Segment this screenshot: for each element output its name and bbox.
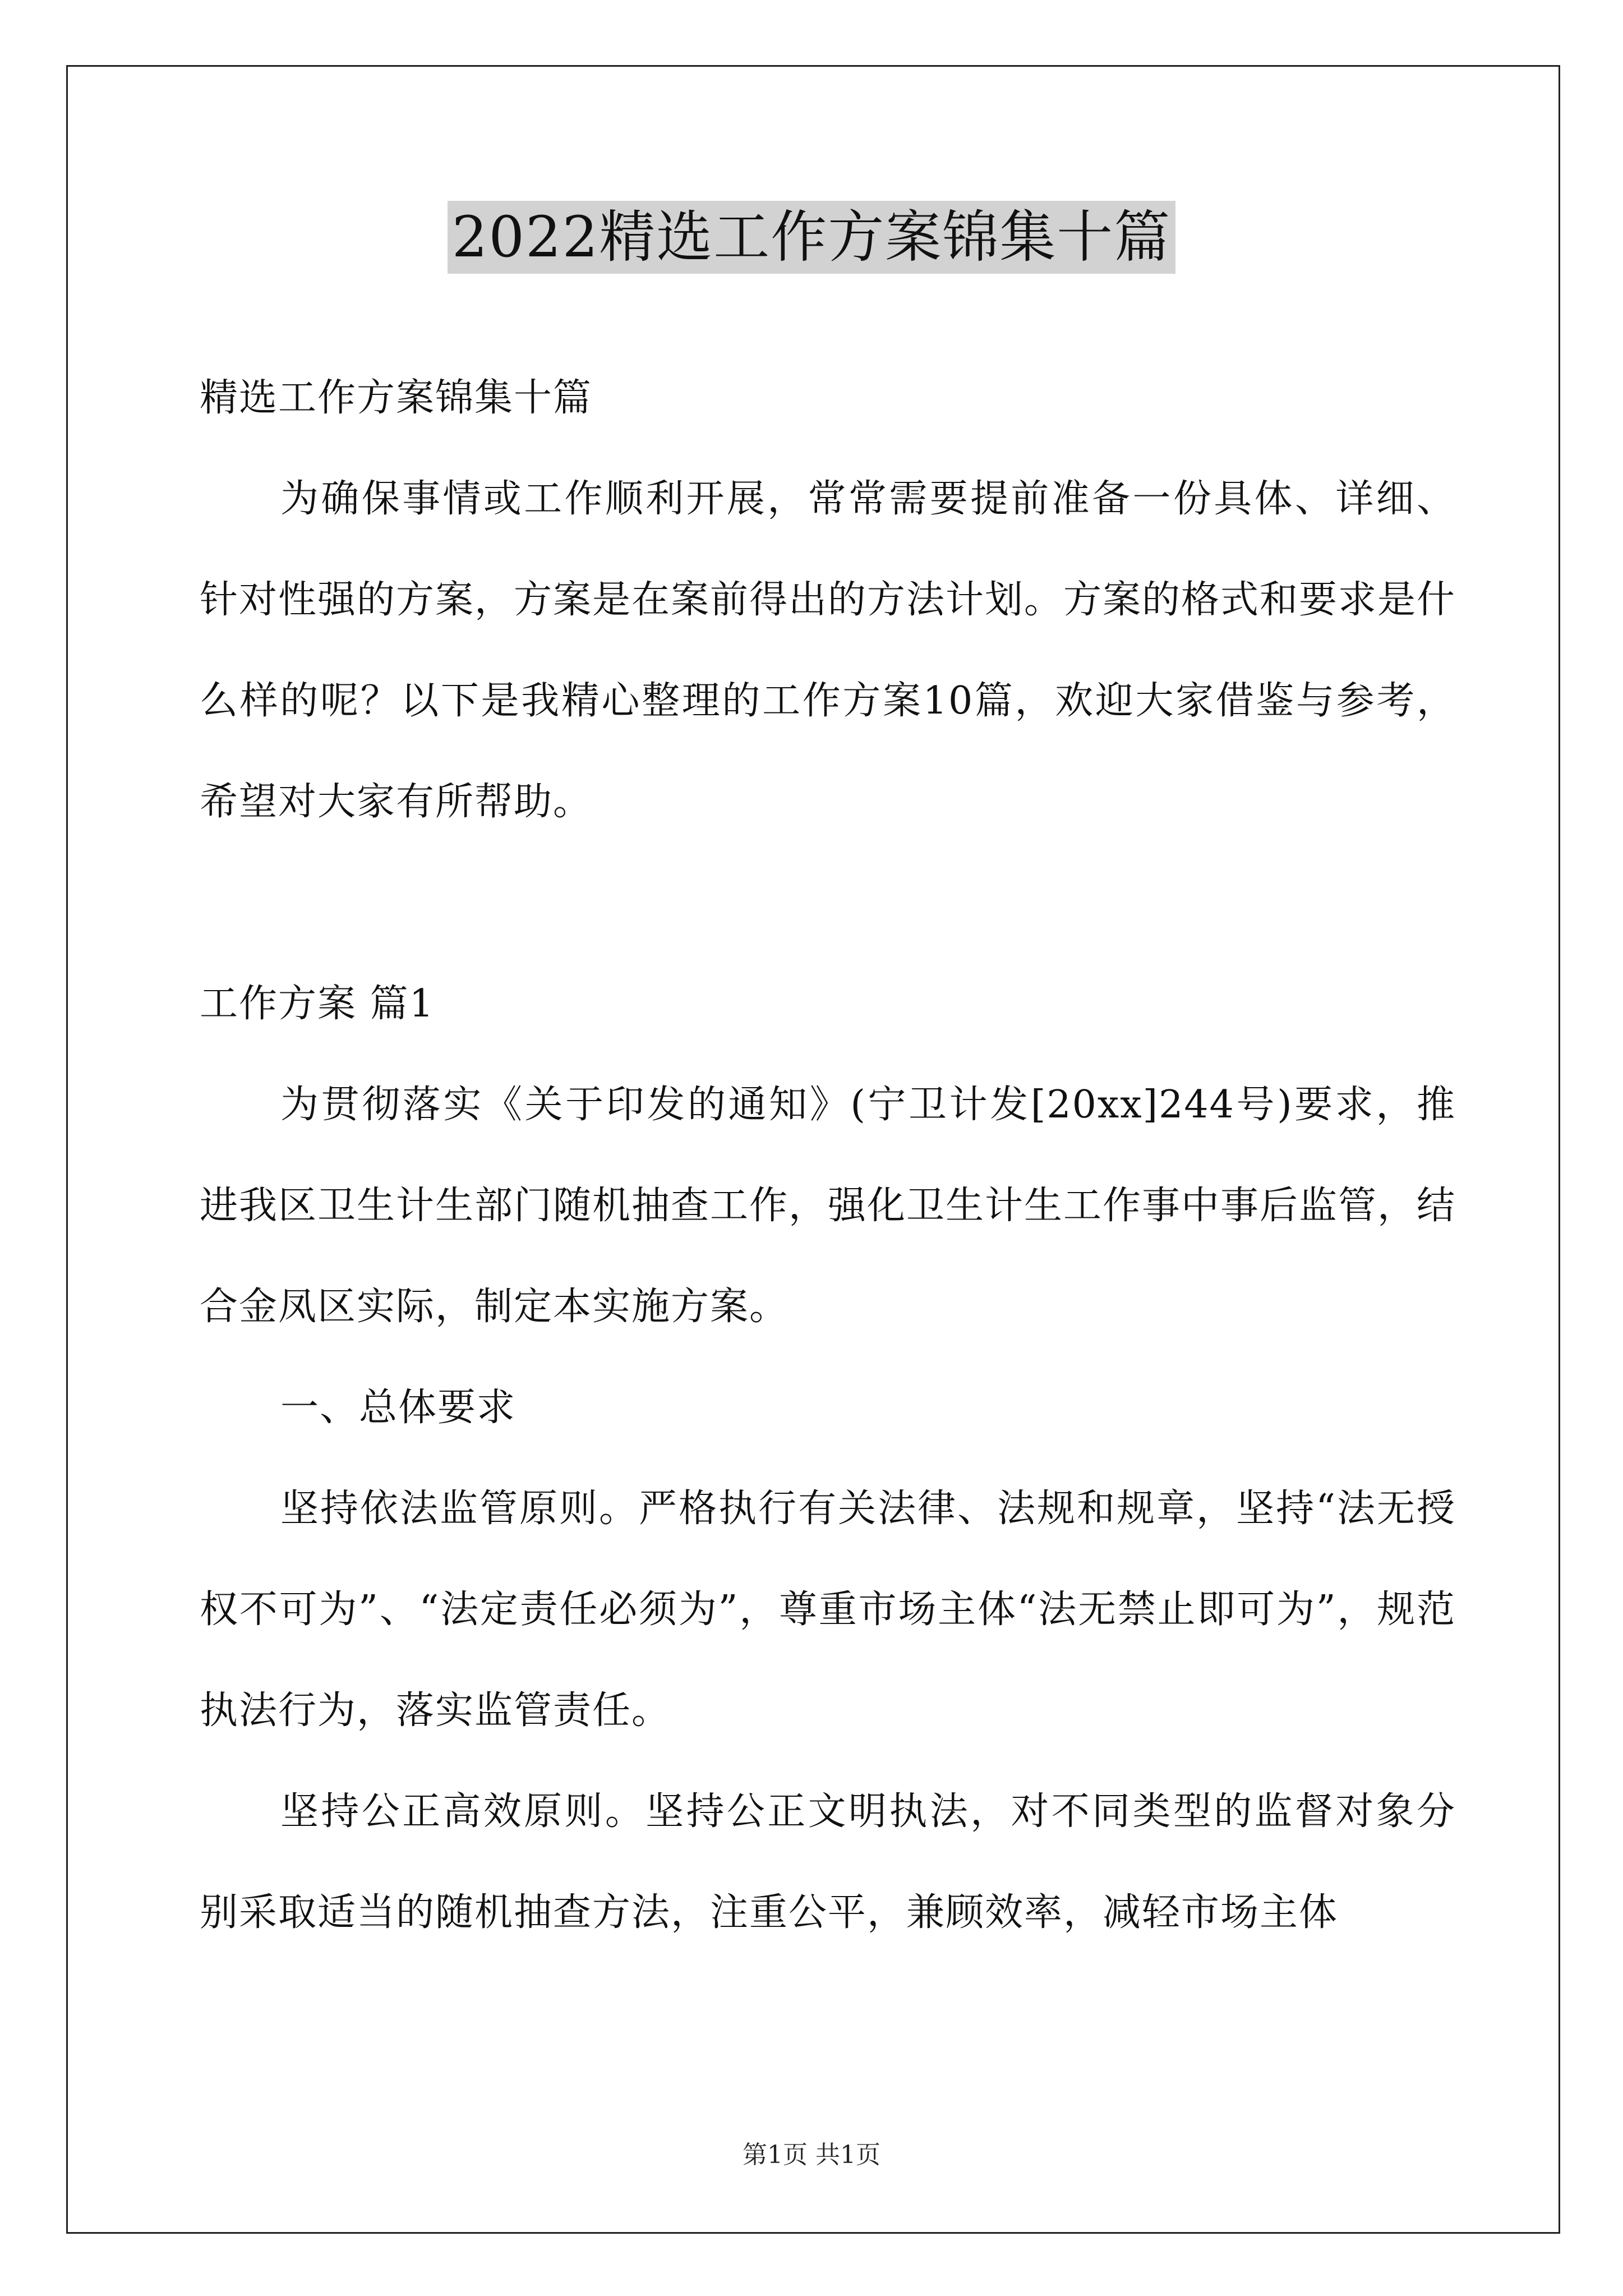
subheading-general-requirements: 一、总体要求 xyxy=(280,1386,517,1430)
body-paragraph-3: 坚持公正高效原则。坚持公正文明执法，对不同类型的监督对象分别采取适当的随机抽查方法，注重公平，兼顾效率，减轻市场主体 xyxy=(200,1789,1456,1935)
section-heading: 工作方案 篇1 xyxy=(200,982,435,1026)
document-title: 2022精选工作方案锦集十篇 xyxy=(448,201,1176,274)
paragraph-spacer xyxy=(200,853,1456,954)
body-paragraph-2: 坚持依法监管原则。严格执行有关法律、法规和规章，坚持“法无授权不可为”、“法定责任必须为”，尊重市场主体“法无禁止即可为”，规范执法行为，落实监管责任。 xyxy=(200,1487,1456,1733)
intro-paragraph: 为确保事情或工作顺利开展，常常需要提前准备一份具体、详细、针对性强的方案，方案是在案前得出的方法计划。方案的格式和要求是什么样的呢？以下是我精心整理的工作方案10篇，欢迎大家借鉴与参考，希望对大家有所帮助。 xyxy=(200,477,1456,824)
document-subtitle: 精选工作方案锦集十篇 xyxy=(200,376,593,420)
title-container xyxy=(0,201,1623,274)
document-body xyxy=(200,348,1456,1963)
body-paragraph-1: 为贯彻落实《关于印发的通知》(宁卫计发[20xx]244号)要求，推进我区卫生计生部门随机抽查工作，强化卫生计生工作事中事后监管，结合金凤区实际，制定本实施方案。 xyxy=(200,1083,1456,1329)
page-footer: 第1页 共1页 xyxy=(743,2141,880,2169)
